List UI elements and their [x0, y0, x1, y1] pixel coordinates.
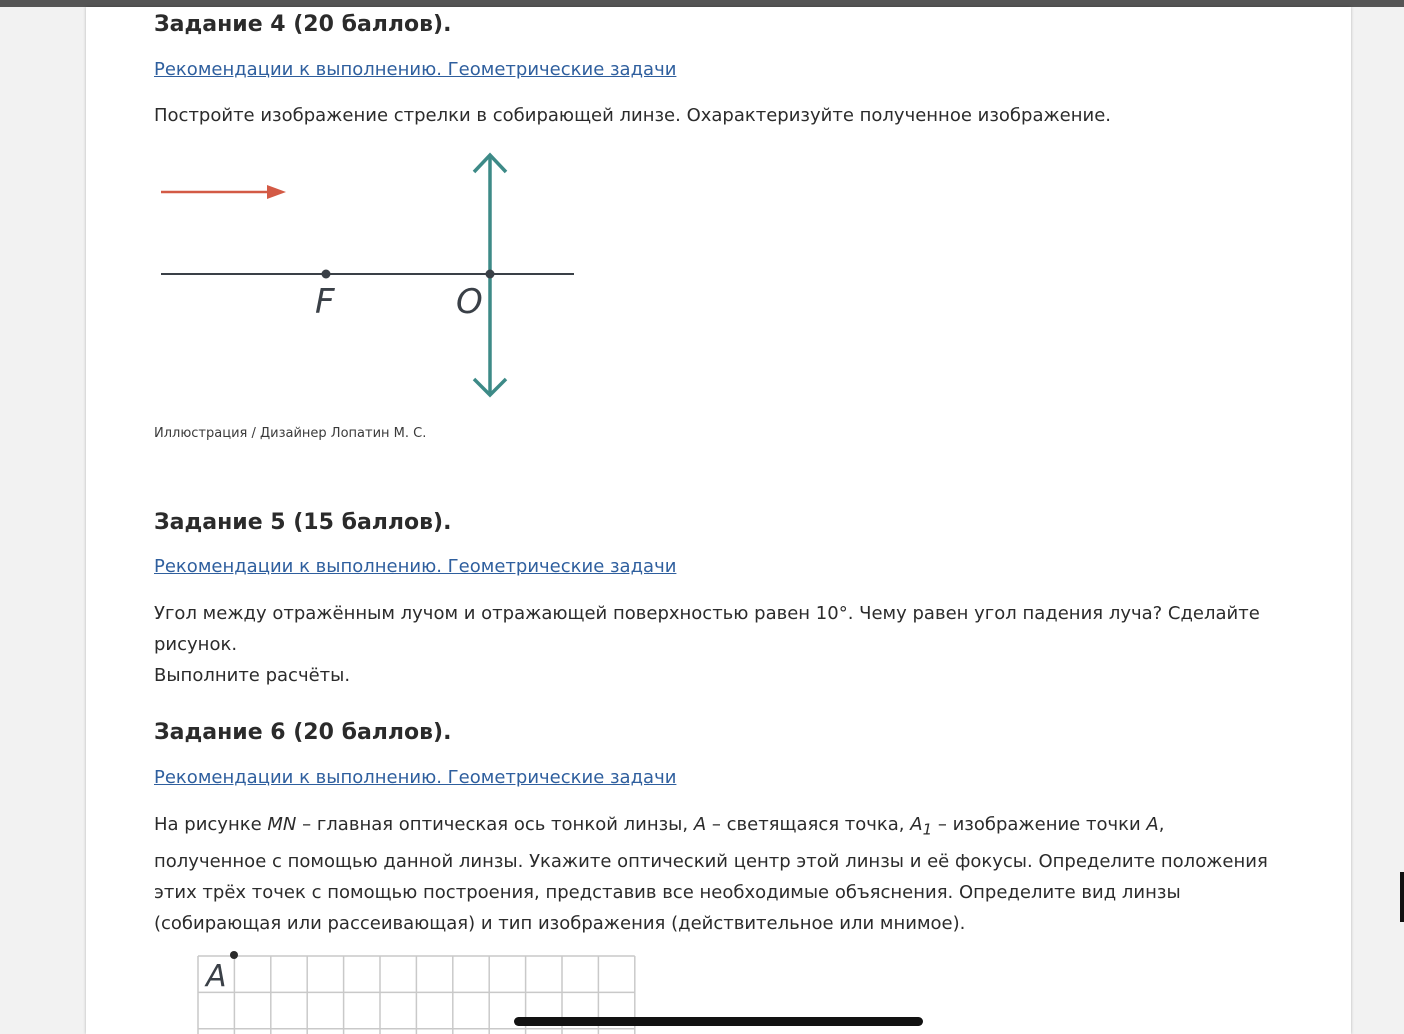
task4-title: Задание 4 (20 баллов).	[154, 12, 452, 37]
point-a-dot	[230, 951, 238, 959]
lens-diagram	[154, 145, 584, 407]
object-arrow	[161, 185, 286, 199]
task6-text	[154, 809, 1279, 939]
task6-title: Задание 6 (20 баллов).	[154, 720, 452, 745]
task6-text-part: – главная оптическая ось тонкой линзы,	[296, 814, 694, 835]
point-a-name: A	[693, 814, 707, 835]
task6-text-part: – изображение точки	[932, 814, 1147, 835]
optical-center-label: O	[456, 282, 483, 322]
point-a1-name: A	[910, 814, 923, 835]
task5-text-line1: Угол между отражённым лучом и отражающей поверхностью равен 10°. Чему равен угол падения луча? Сделайте рисунок.	[154, 603, 1260, 655]
axis-name: MN	[267, 814, 297, 835]
document-page	[86, 7, 1351, 1034]
task5-text	[154, 598, 1304, 691]
task6-text-part: – светящаяся точка,	[706, 814, 911, 835]
grid-point-label: A	[206, 959, 227, 994]
task4-recommendations-link[interactable]: Рекомендации к выполнению. Геометрические задачи	[154, 59, 677, 80]
horizontal-scrollbar[interactable]	[514, 1017, 923, 1026]
task5-title: Задание 5 (15 баллов).	[154, 510, 452, 535]
point-a-name: A	[1146, 814, 1159, 835]
point-a1-subscript: 1	[922, 820, 933, 839]
top-bar	[0, 0, 1404, 7]
focus-point	[322, 270, 331, 279]
task6-text-part: На рисунке	[154, 814, 268, 835]
task5-recommendations-link[interactable]: Рекомендации к выполнению. Геометрические задачи	[154, 556, 677, 577]
figure-caption: Иллюстрация / Дизайнер Лопатин М. С.	[154, 426, 427, 441]
task5-text-line2: Выполните расчёты.	[154, 665, 351, 686]
edge-marker	[1400, 872, 1404, 922]
focus-label: F	[315, 282, 335, 322]
task6-recommendations-link[interactable]: Рекомендации к выполнению. Геометрические задачи	[154, 767, 677, 788]
optical-center-point	[486, 270, 495, 279]
task4-text: Постройте изображение стрелки в собирающей линзе. Охарактеризуйте полученное изображение.	[154, 105, 1112, 126]
task6-text-part: , полученное с помощью данной линзы. Укажите оптический центр этой линзы и её фокусы. Определите положения этих трёх точек с помощью построения, представив все необходимые объяснения. Определите вид линзы (собирающая или рассеивающая) и тип изображения (действительное или мнимое).	[154, 814, 1268, 934]
